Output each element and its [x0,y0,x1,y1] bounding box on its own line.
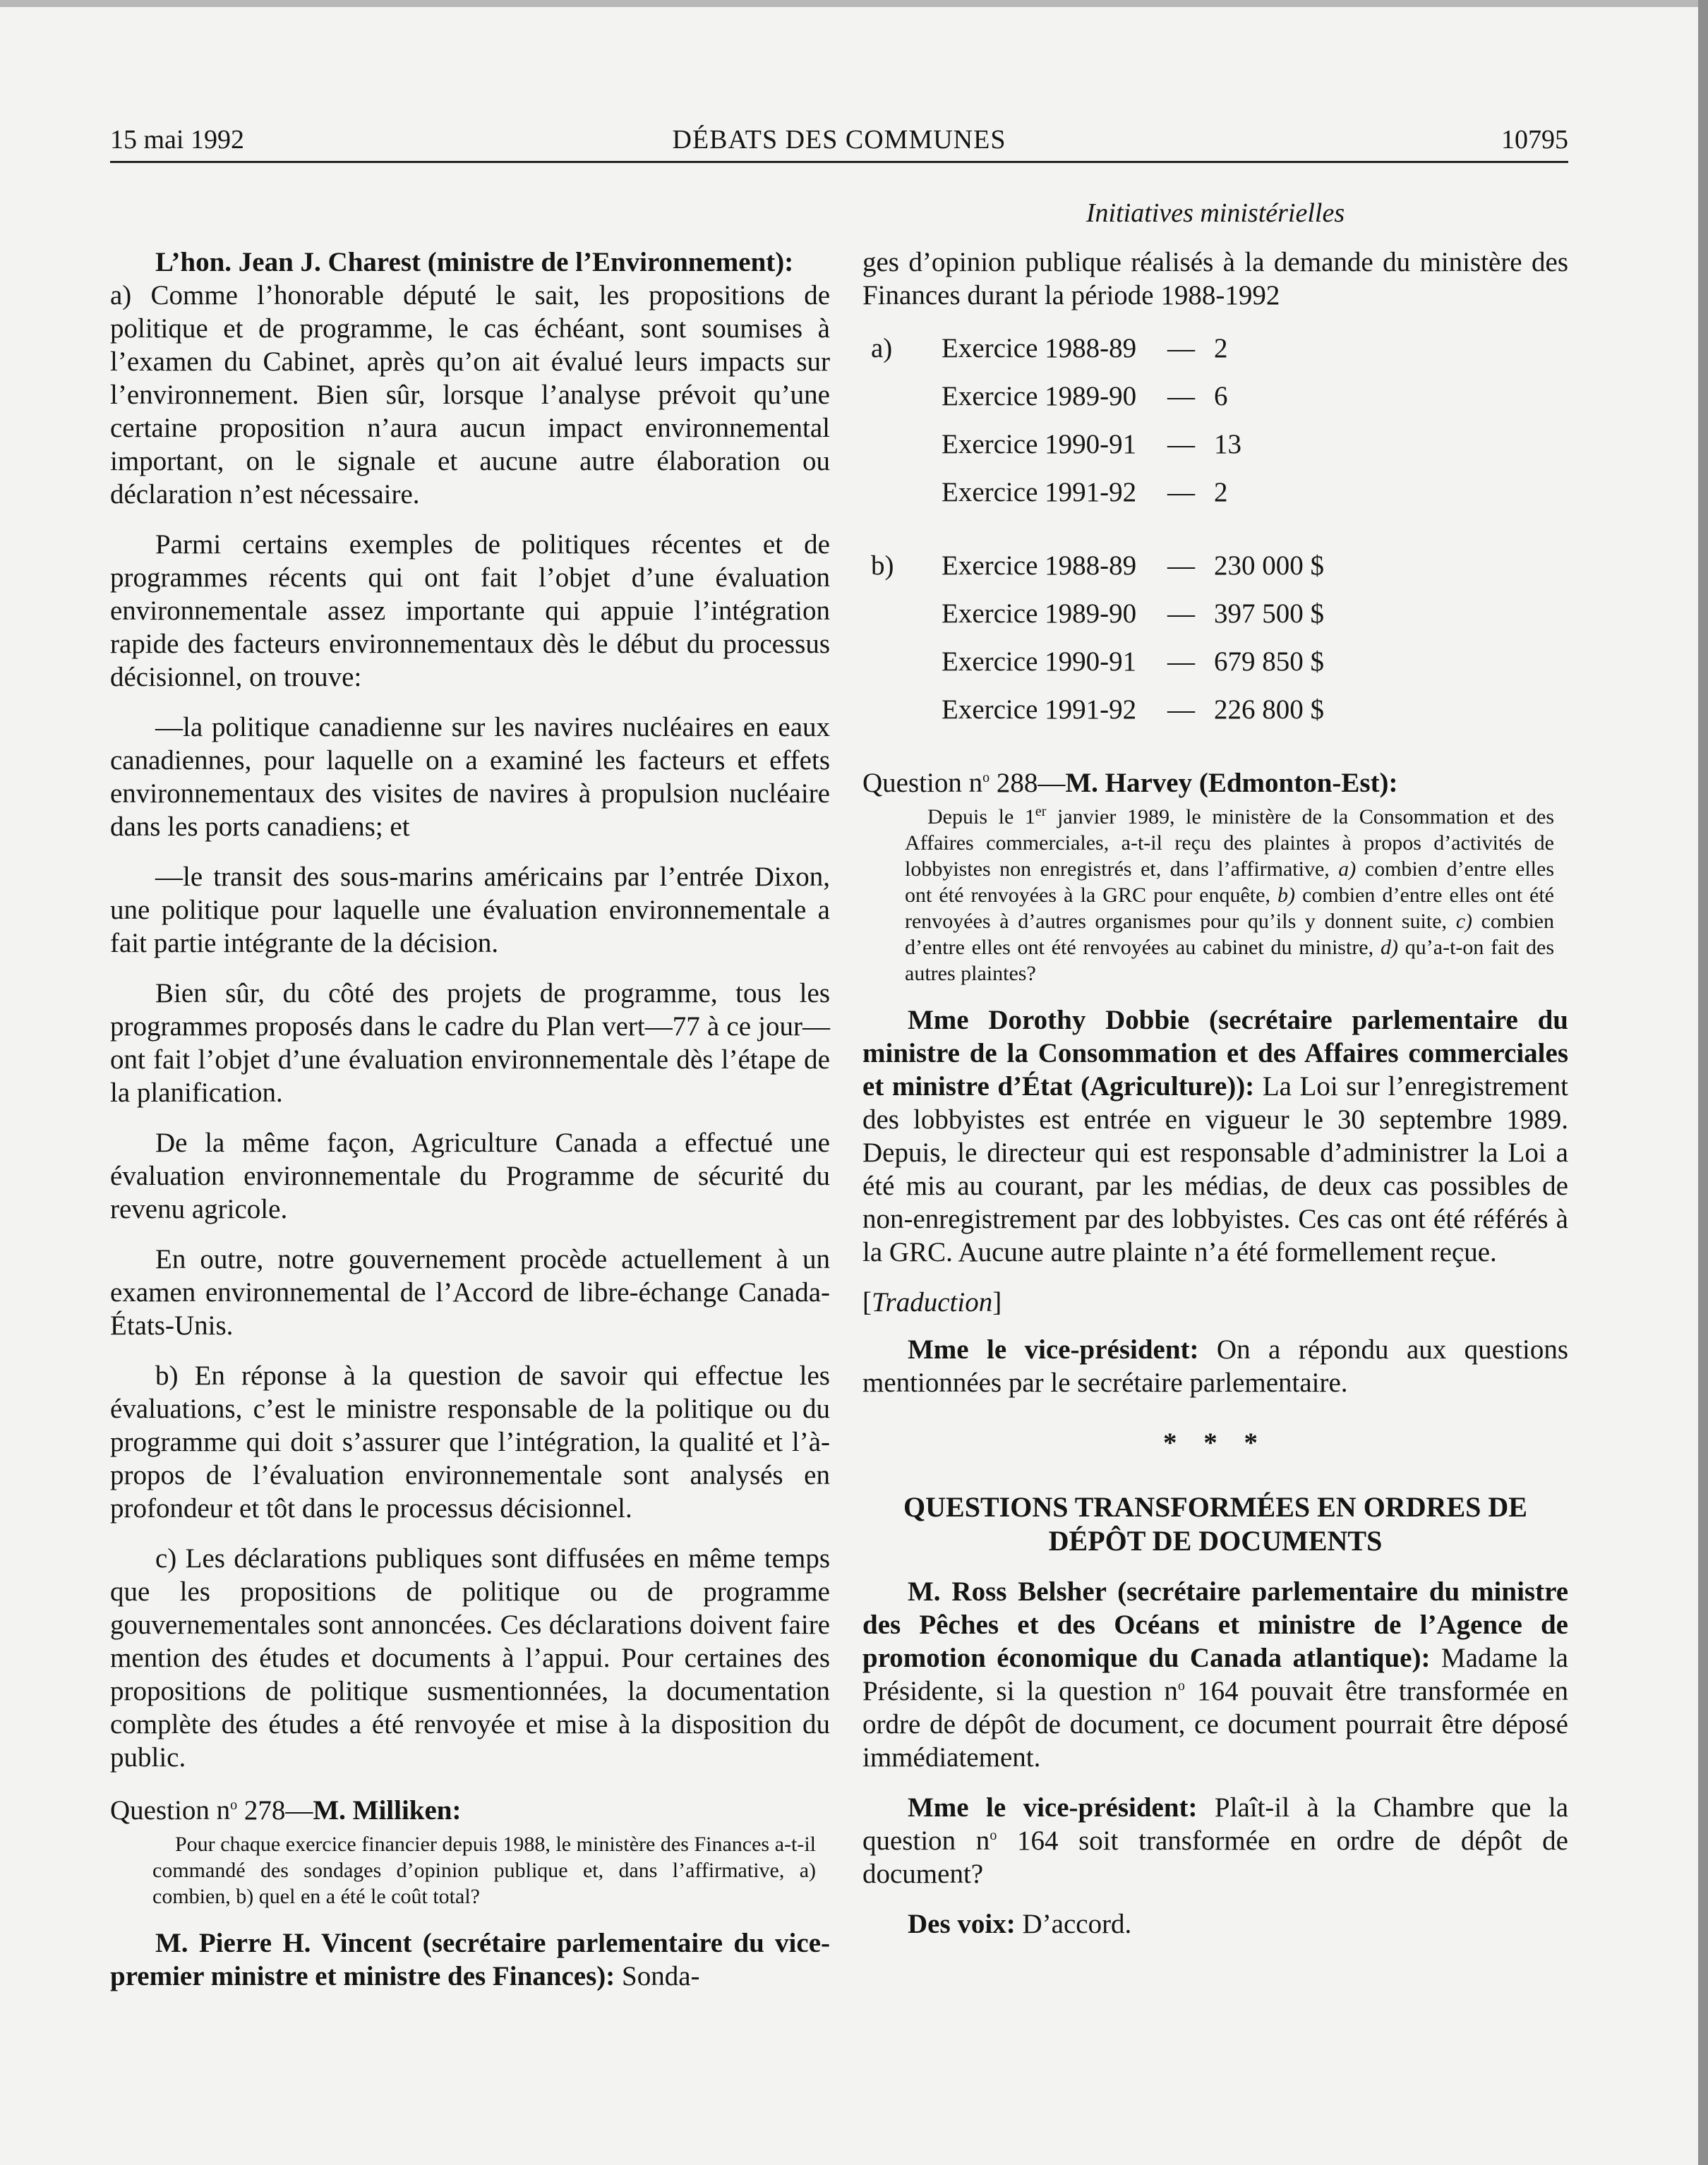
survey-count-list [862,332,1568,524]
paragraph: En outre, notre gouvernement procède actuellement à un examen environnemental de l’Accord de libre-échange Canada-États-Unis. [110,1244,830,1341]
speaker-name: Mme le vice-président: [908,1792,1198,1823]
speaker-name: Mme Dorothy Dobbie (secrétaire parlementaire du ministre de la Consommation et des Affaires commerciales et ministre d’État (Agriculture)): [862,1005,1568,1102]
left-column [110,246,830,2010]
member-name: M. Milliken: [313,1795,462,1826]
vice-president-statement: Mme le vice-président: On a répondu aux questions mentionnées par le secrétaire parlementaire. [862,1334,1568,1398]
question-text-288: Depuis le 1er janvier 1989, le ministère de la Consommation et des Affaires commerciales, a-t-il reçu des plaintes à propos d’activités de lobbyistes non enregistrés et, dans l’affirmative, a) combien d’entre elles ont été renvoyées à la GRC pour enquête, b) combien d’entre elles ont été renvoyées à d’autres organismes pour qu’ils y donnent suite, c) combien d’entre elles ont été renvoyées au cabinet du ministre, d) qu’a-t-on fait des autres plaintes? [905,804,1554,985]
list-item: Exercice 1990-91 — 679 850 $ [942,646,1324,677]
paragraph: b) En réponse à la question de savoir qui effectue les évaluations, c’est le ministre responsable de la politique ou du programme qui doit s’assurer que l’intégration, la qualité et l’à-propos de l’évaluation environnementale sont analysés en profondeur et tôt dans le processus décisionnel. [110,1361,830,1524]
header-date: 15 mai 1992 [110,125,244,155]
header-title: DÉBATS DES COMMUNES [672,125,1006,155]
charest-answer [110,246,830,511]
speaker-name: M. Ross Belsher (secrétaire parlementaire du ministre des Pêches et des Océans et ministre de l’Agence de promotion économique du Canada atlantique): [862,1576,1568,1673]
list-item: Exercice 1989-90 — 397 500 $ [942,598,1324,629]
list-item: Exercice 1991-92 — 226 800 $ [942,694,1324,725]
dobbie-answer: Mme Dorothy Dobbie (secrétaire parlementaire du ministre de la Consommation et des Affaires commerciales et ministre d’État (Agriculture)): La Loi sur l’enregistrement des lobbyistes est entrée en vigueur le 30 septembre 1989. Depuis, le directeur qui est responsable d’administrer la Loi a été mis au courant, par les médias, de deux cas possibles de non-enregistrement par des lobbyistes. Ces cas ont été référés à la GRC. Aucune autre plainte n’a été formellement reçue. [862,1005,1569,1267]
list-item: Exercice 1990-91 — 13 [942,429,1241,459]
scan-top-edge [0,0,1708,7]
question-text-278: Pour chaque exercice financier depuis 1988, le ministère des Finances a-t-il commandé des sondages d’opinion publique et, dans l’affirmative, a) combien, b) quel en a été le coût total? [152,1833,816,1908]
question-heading-288: Question $n^o$ 288—M. Harvey (Edmonton-Est): [862,768,1398,798]
right-column [862,246,1568,1958]
list-item: Exercice 1991-92 — 2 [942,477,1228,507]
belsher-statement: M. Ross Belsher (secrétaire parlementaire du ministre des Pêches et des Océans et ministre de l’Agence de promotion économique du Canada atlantique): Madame la Présidente, si la question $n^o$ 164 pouvait être transformée en ordre de dépôt de document, ce document pourrait être déposé immédiatement. [862,1576,1568,1773]
speaker-name: M. Pierre H. Vincent (secrétaire parlementaire du vice-premier ministre et ministre des Finances): [110,1928,830,1991]
paragraph: Parmi certains exemples de politiques récentes et de programmes récents qui ont fait l’objet d’une évaluation environnementale assez importante qui appuie l’intégration rapide des facteurs environnementaux dès le début du processus décisionnel, on trouve: [110,529,830,692]
voices-response: Des voix: D’accord. [908,1909,1132,1939]
header-page-number: 10795 [1501,125,1568,155]
page-header [110,124,1568,163]
paragraph: —la politique canadienne sur les navires nucléaires en eaux canadiennes, pour laquelle on a examiné les facteurs et effets environnementaux des visites de navires à propulsion nucléaire dans les ports canadiens; et [110,712,830,842]
speaker-name: L’hon. Jean J. Charest (ministre de l’Environnement): [155,247,794,277]
scan-right-edge [1698,0,1708,2165]
survey-cost-list [862,549,1568,741]
list-item: Exercice 1989-90 — 6 [942,381,1228,411]
paragraph: ges d’opinion publique réalisés à la demande du ministère des Finances durant la période 1988-1992 [862,247,1568,310]
member-name: M. Harvey (Edmonton-Est): [1065,768,1398,798]
question-heading-278: Question $n^o$ 278—M. Milliken: [110,1795,462,1826]
paragraph: c) Les déclarations publiques sont diffusées en même temps que les propositions de politique ou de programme gouvernementales sont annoncées. Ces déclarations doivent faire mention des études et documents à l’appui. Pour certaines des propositions de politique susmentionnées, la documentation complète des études a été renvoyée et mise à la disposition du public. [110,1543,830,1773]
paragraph: —le transit des sous-marins américains par l’entrée Dixon, une politique pour laquelle une évaluation environnementale a fait partie intégrante de la décision. [110,862,830,958]
speaker-name: Mme le vice-président: [908,1334,1199,1365]
list-item: a) Exercice 1988-89 — 2 [871,333,1228,363]
running-head: Initiatives ministérielles [1085,198,1345,228]
paragraph: Bien sûr, du côté des projets de programme, tous les programmes proposés dans le cadre du Plan vert—77 à ce jour—ont fait l’objet d’une évaluation environnementale dès l’étape de la planification. [110,978,830,1108]
section-title: QUESTIONS TRANSFORMÉES EN ORDRES DE DÉPÔT DE DOCUMENTS [903,1491,1527,1557]
vice-president-question: Mme le vice-président: Plaît-il à la Chambre que la question $n^o$ 164 soit transformée en ordre de dépôt de document? [862,1792,1569,1889]
speaker-name: Des voix: [908,1909,1016,1939]
paragraph-text: a) Comme l’honorable député le sait, les propositions de politique et de programme, le cas échéant, sont soumises à l’examen du Cabinet, après qu’on ait évalué leurs impacts sur l’environnement. Bien sûr, lorsque l’analyse prévoit qu’une certaine proposition n’aura aucun impact environnemental important, on le signale et aucune autre élaboration ou déclaration n’est nécessaire. [110,280,830,509]
vincent-answer: M. Pierre H. Vincent (secrétaire parlementaire du vice-premier ministre et ministre des Finances): Sonda- [110,1928,830,1991]
translation-marker: [Traduction] [862,1287,1002,1317]
list-item: b) Exercice 1988-89 — 230 000 $ [871,550,1324,581]
section-separator: * * * [1163,1428,1268,1458]
paragraph: De la même façon, Agriculture Canada a effectué une évaluation environnementale du Programme de sécurité du revenu agricole. [110,1128,830,1224]
